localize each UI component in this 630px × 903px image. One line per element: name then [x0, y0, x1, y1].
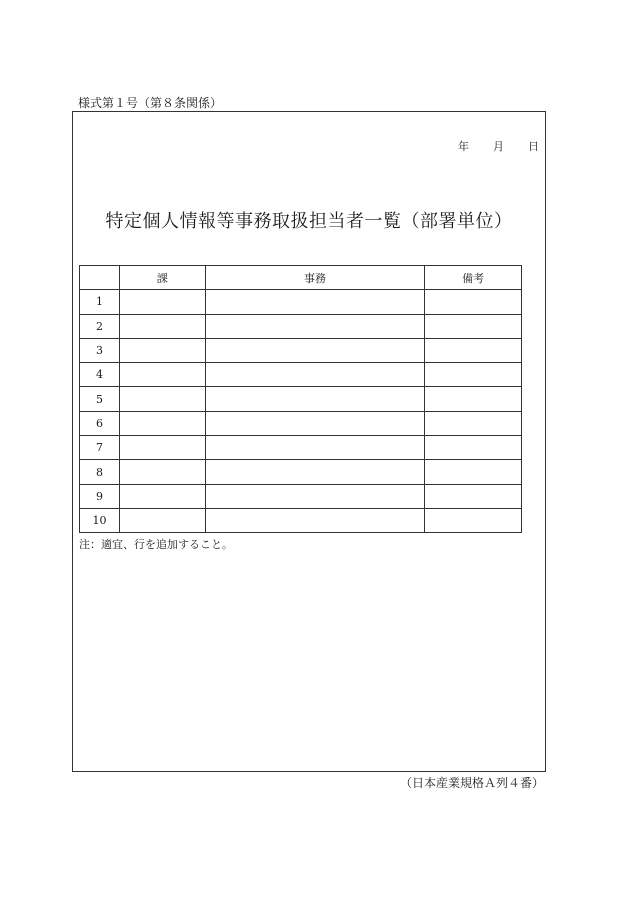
- section-cell: [119, 387, 205, 411]
- date-line: [458, 138, 539, 154]
- row-number: 6: [80, 411, 120, 435]
- remarks-cell: [425, 314, 522, 338]
- section-cell: [119, 290, 205, 314]
- table-row: [80, 411, 522, 435]
- duties-cell: [205, 508, 424, 532]
- remarks-cell: [425, 338, 522, 362]
- row-number: 3: [80, 338, 120, 362]
- header-number: [80, 266, 120, 290]
- duties-cell: [205, 290, 424, 314]
- row-number: 10: [80, 508, 120, 532]
- row-number: 4: [80, 363, 120, 387]
- section-cell: [119, 460, 205, 484]
- table-row: [80, 363, 522, 387]
- section-cell: [119, 411, 205, 435]
- paper-size-note: （日本産業規格Ａ列４番）: [399, 776, 544, 790]
- duties-cell: [205, 314, 424, 338]
- duties-cell: [205, 436, 424, 460]
- table-row: [80, 290, 522, 314]
- form-frame: [72, 111, 546, 772]
- section-cell: [119, 508, 205, 532]
- remarks-cell: [425, 411, 522, 435]
- remarks-cell: [425, 484, 522, 508]
- row-number: 1: [80, 290, 120, 314]
- duties-cell: [205, 363, 424, 387]
- table-row: [80, 460, 522, 484]
- form-number: 様式第１号（第８条関係）: [78, 96, 223, 110]
- section-cell: [119, 484, 205, 508]
- remarks-cell: [425, 363, 522, 387]
- table-row: [80, 314, 522, 338]
- section-cell: [119, 338, 205, 362]
- table-row: [80, 338, 522, 362]
- header-duties: 事務: [205, 266, 424, 290]
- note-text: 注：適宜、行を追加すること。: [79, 538, 233, 551]
- table-row: [80, 387, 522, 411]
- date-day: 日: [528, 140, 539, 153]
- table-row: [80, 484, 522, 508]
- remarks-cell: [425, 508, 522, 532]
- duties-cell: [205, 460, 424, 484]
- duties-cell: [205, 338, 424, 362]
- header-section: 課: [119, 266, 205, 290]
- remarks-cell: [425, 460, 522, 484]
- table-row: [80, 436, 522, 460]
- duties-cell: [205, 484, 424, 508]
- date-month: 月: [493, 140, 504, 153]
- section-cell: [119, 314, 205, 338]
- duties-cell: [205, 411, 424, 435]
- remarks-cell: [425, 387, 522, 411]
- row-number: 8: [80, 460, 120, 484]
- table-header-row: [80, 266, 522, 290]
- row-number: 5: [80, 387, 120, 411]
- table-row: [80, 508, 522, 532]
- row-number: 9: [80, 484, 120, 508]
- remarks-cell: [425, 436, 522, 460]
- row-number: 7: [80, 436, 120, 460]
- document-title: 特定個人情報等事務取扱担当者一覧（部署単位）: [105, 211, 513, 232]
- staff-table: [79, 265, 522, 533]
- duties-cell: [205, 387, 424, 411]
- section-cell: [119, 436, 205, 460]
- remarks-cell: [425, 290, 522, 314]
- date-year: 年: [458, 140, 469, 153]
- header-remarks: 備考: [425, 266, 522, 290]
- row-number: 2: [80, 314, 120, 338]
- section-cell: [119, 363, 205, 387]
